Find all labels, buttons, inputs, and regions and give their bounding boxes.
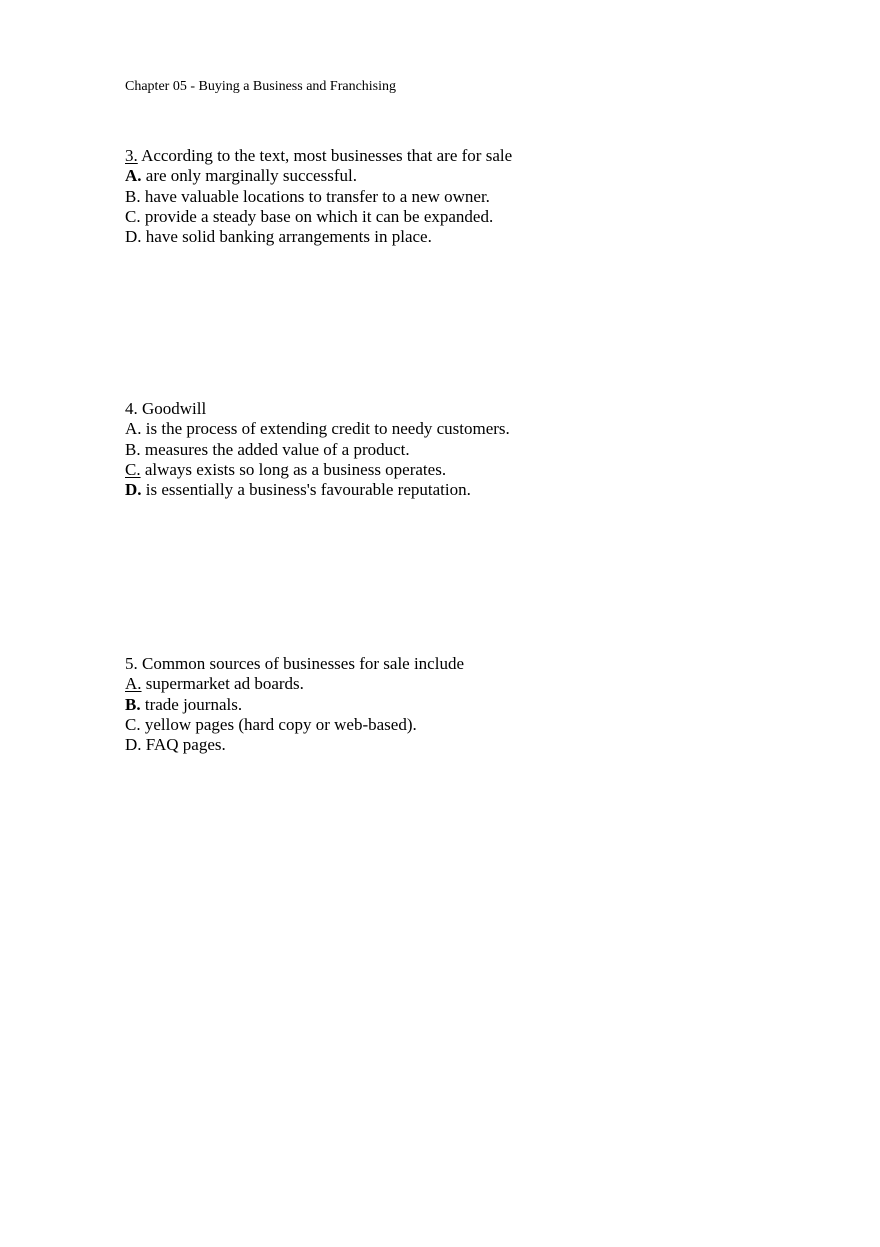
option-text: FAQ pages. bbox=[145, 735, 226, 755]
option-text: is the process of extending credit to needy customers. bbox=[145, 419, 510, 439]
question-3-number: 3. bbox=[125, 146, 138, 165]
question-5-option-d bbox=[125, 735, 464, 755]
question-5-stem: Common sources of businesses for sale include bbox=[142, 654, 464, 673]
option-text: trade journals. bbox=[144, 694, 243, 714]
question-5-option-a bbox=[125, 674, 464, 694]
question-4-stem-line bbox=[125, 399, 510, 419]
option-letter: D. bbox=[125, 735, 142, 755]
option-text: have valuable locations to transfer to a new owner. bbox=[144, 186, 490, 206]
option-letter: A. bbox=[125, 166, 142, 186]
option-letter: B. bbox=[125, 439, 141, 459]
option-letter: C. bbox=[125, 459, 141, 479]
chapter-header: Chapter 05 - Buying a Business and Franchising bbox=[125, 79, 397, 94]
option-letter: D. bbox=[125, 480, 142, 500]
question-4-option-c bbox=[125, 460, 510, 480]
question-3 bbox=[125, 146, 512, 247]
question-3-stem-line bbox=[125, 146, 512, 166]
question-5-stem-line bbox=[125, 654, 464, 674]
option-letter: A. bbox=[125, 419, 142, 439]
question-4-option-d bbox=[125, 480, 510, 500]
question-5-option-c bbox=[125, 715, 464, 735]
option-text: provide a steady base on which it can be expanded. bbox=[144, 206, 494, 226]
option-text: supermarket ad boards. bbox=[145, 674, 304, 694]
question-5-option-b bbox=[125, 695, 464, 715]
option-letter: C. bbox=[125, 206, 141, 226]
option-text: measures the added value of a product. bbox=[144, 439, 410, 459]
option-letter: D. bbox=[125, 227, 142, 247]
option-letter: B. bbox=[125, 186, 141, 206]
option-text: yellow pages (hard copy or web-based). bbox=[144, 714, 417, 734]
option-letter: B. bbox=[125, 694, 141, 714]
question-4-option-a bbox=[125, 419, 510, 439]
option-text: always exists so long as a business operates. bbox=[144, 459, 447, 479]
option-letter: C. bbox=[125, 714, 141, 734]
question-3-option-a bbox=[125, 166, 512, 186]
question-3-option-d bbox=[125, 227, 512, 247]
question-4-number: 4. bbox=[125, 399, 138, 418]
question-5 bbox=[125, 654, 464, 755]
question-4-option-b bbox=[125, 440, 510, 460]
question-5-number: 5. bbox=[125, 654, 138, 673]
question-3-stem: According to the text, most businesses that are for sale bbox=[141, 146, 513, 165]
question-4-stem: Goodwill bbox=[142, 399, 207, 418]
question-3-option-c bbox=[125, 207, 512, 227]
question-4 bbox=[125, 399, 510, 500]
option-text: are only marginally successful. bbox=[145, 166, 357, 186]
question-3-option-b bbox=[125, 187, 512, 207]
option-text: is essentially a business's favourable reputation. bbox=[145, 480, 471, 500]
option-letter: A. bbox=[125, 674, 142, 694]
option-text: have solid banking arrangements in place. bbox=[145, 227, 432, 247]
